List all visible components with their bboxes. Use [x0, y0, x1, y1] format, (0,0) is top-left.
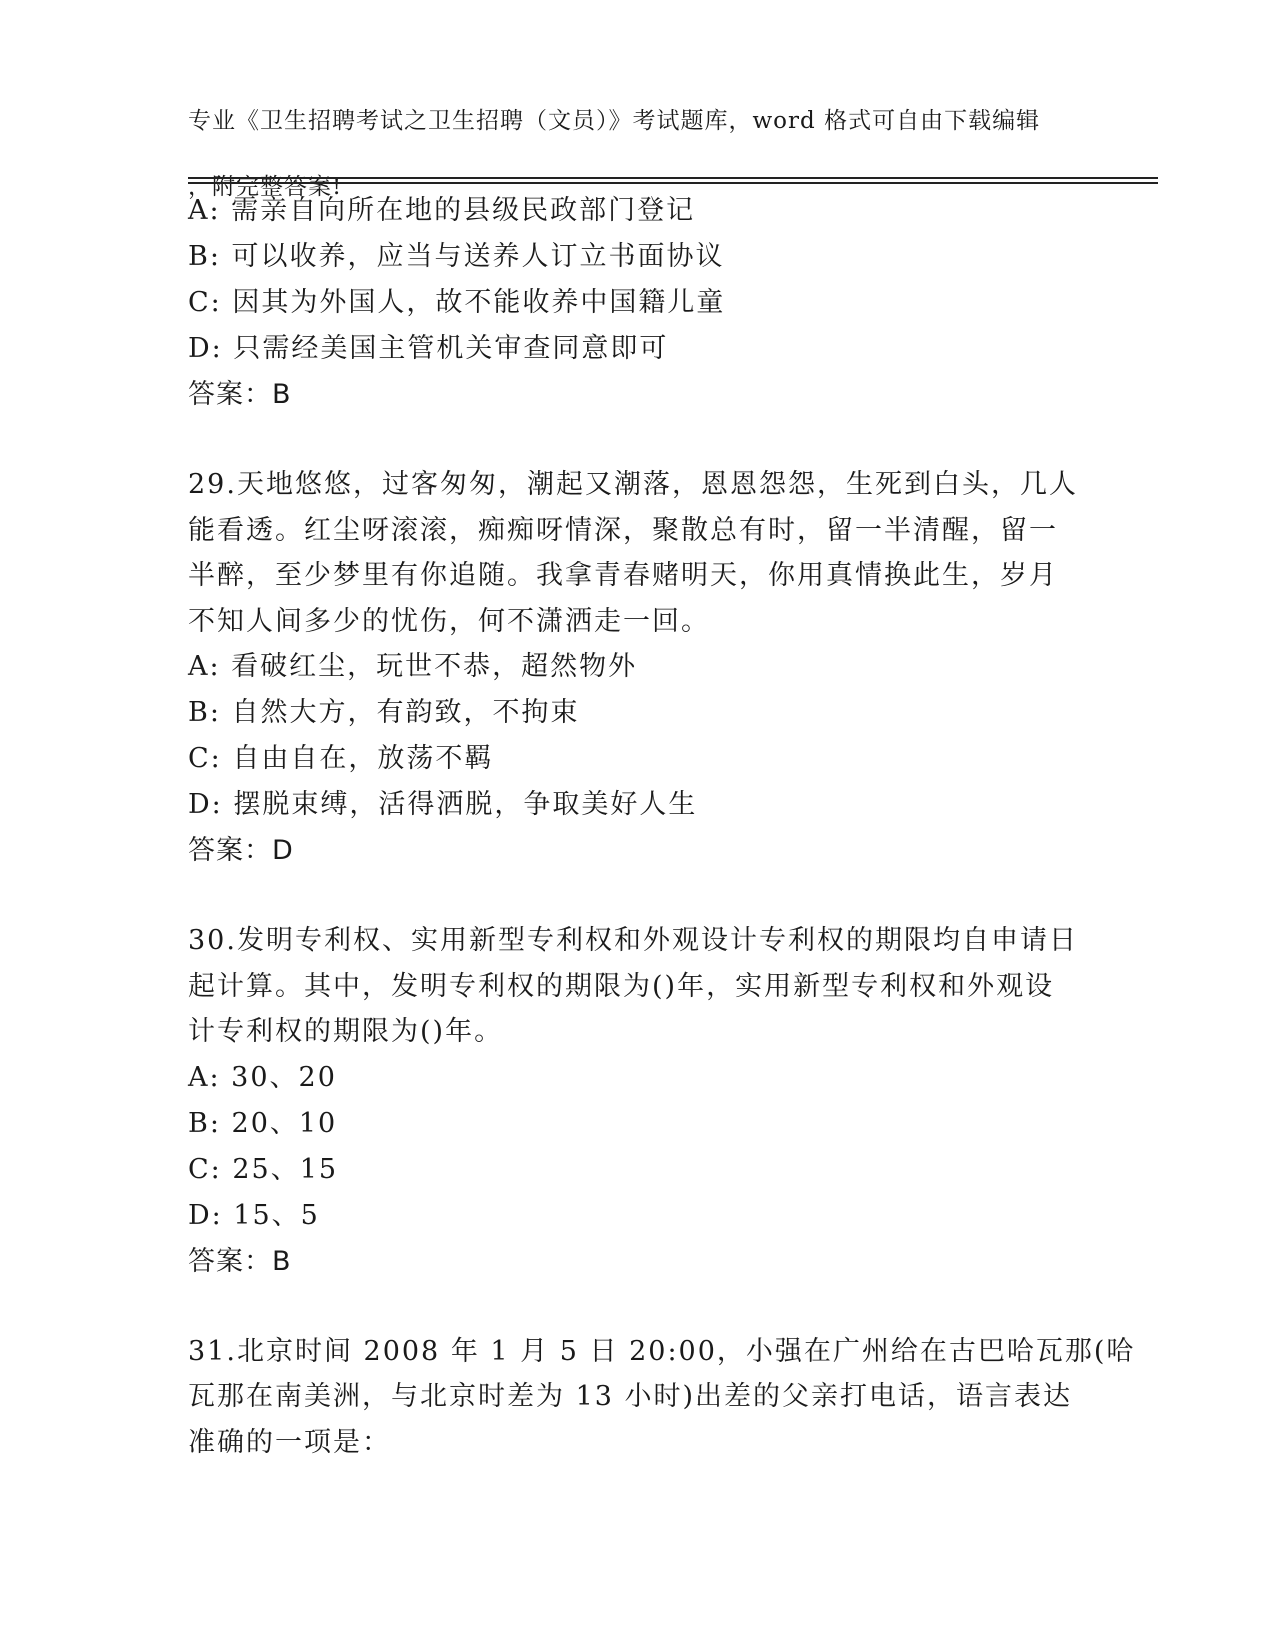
option-b: B: 自然大方，有韵致，不拘束: [188, 697, 580, 728]
answer-line: 答案：B: [188, 1245, 292, 1277]
option-a: A: 看破红尘，玩世不恭，超然物外: [188, 651, 638, 682]
answer-line: 答案：B: [188, 379, 292, 410]
header-divider-top: [188, 177, 1158, 179]
stem-line: 计专利权的期限为()年。: [188, 1016, 504, 1047]
option-a: A: 30、20: [188, 1061, 337, 1093]
stem-line: 瓦那在南美洲，与北京时差为 13 小时)出差的父亲打电话，语言表达: [188, 1381, 1073, 1412]
stem-line: 不知人间多少的忧伤，何不潇洒走一回。: [188, 605, 710, 637]
option-d: D: 只需经美国主管机关审查同意即可: [188, 333, 669, 364]
stem-line: 半醉，至少梦里有你追随。我拿青春赌明天，你用真情换此生，岁月: [188, 560, 1058, 591]
option-b: B: 可以收养，应当与送养人订立书面协议: [188, 241, 725, 272]
question-29: [188, 462, 1088, 874]
question-28: [188, 188, 1088, 418]
stem-line: 起计算。其中，发明专利权的期限为()年，实用新型专利权和外观设: [188, 970, 1055, 1002]
question-31: [188, 1329, 1136, 1466]
header-divider-bottom: [188, 182, 1158, 184]
option-c: C: 25、15: [188, 1153, 339, 1185]
stem-line: 31.北京时间 2008 年 1 月 5 日 20:00，小强在广州给在古巴哈瓦那(哈: [188, 1335, 1136, 1367]
header-line-1: 专业《卫生招聘考试之卫生招聘（文员）》考试题库，word 格式可自由下载编辑: [188, 108, 1041, 134]
option-a: A: 需亲自向所在地的县级民政部门登记: [188, 195, 696, 226]
question-list: [188, 188, 1136, 1465]
option-c: C: 自由自在，放荡不羁: [188, 743, 494, 774]
spacer: [188, 874, 1088, 918]
stem-line: 能看透。红尘呀滚滚，痴痴呀情深，聚散总有时，留一半清醒，留一: [188, 514, 1058, 546]
spacer: [188, 418, 1088, 462]
document-header: [188, 72, 1078, 204]
stem-line: 29.天地悠悠，过客匆匆，潮起又潮落，恩恩怨怨，生死到白头，几人: [188, 469, 1078, 500]
question-30: [188, 918, 1088, 1285]
stem-line: 准确的一项是：: [188, 1426, 391, 1458]
question-stem: [188, 918, 1088, 1055]
stem-line: 30.发明专利权、实用新型专利权和外观设计专利权的期限均自申请日: [188, 925, 1078, 956]
answer-line: 答案：D: [188, 835, 294, 866]
header-line-2: ，附完整答案!: [188, 174, 343, 200]
option-c: C: 因其为外国人，故不能收养中国籍儿童: [188, 287, 726, 318]
question-stem: [188, 462, 1088, 644]
option-d: D: 15、5: [188, 1199, 320, 1231]
option-b: B: 20、10: [188, 1107, 338, 1139]
spacer: [188, 1285, 1088, 1329]
question-stem: [188, 1329, 1136, 1466]
option-d: D: 摆脱束缚，活得洒脱，争取美好人生: [188, 789, 698, 820]
